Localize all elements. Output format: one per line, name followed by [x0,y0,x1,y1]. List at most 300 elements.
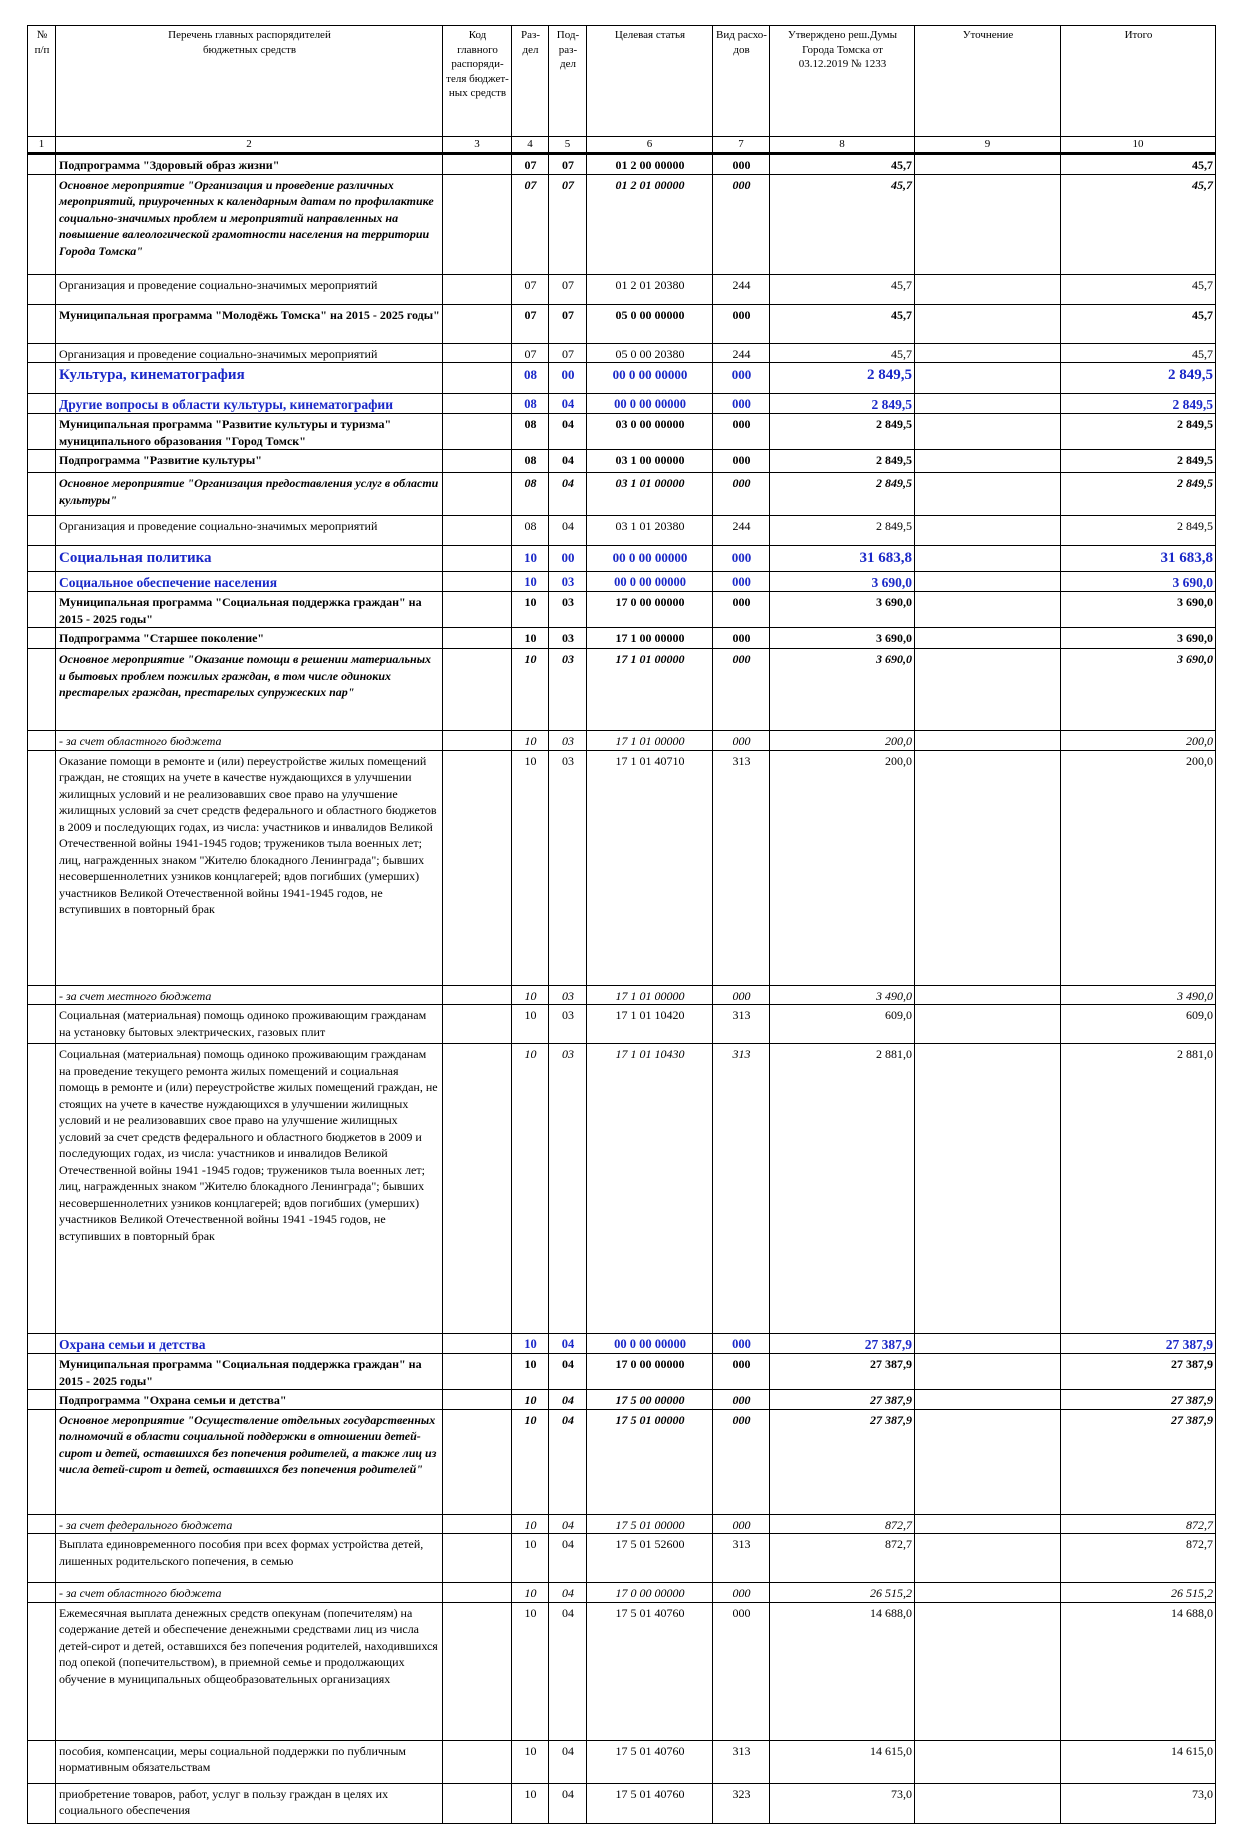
row-total-amount: 2 881,0 [1061,1044,1216,1334]
row-approved-amount: 73,0 [770,1783,915,1823]
row-name: Муниципальная программа "Социальная поддержка граждан" на 2015 - 2025 годы" [56,1354,443,1390]
row-name: Социальная (материальная) помощь одиноко проживающим гражданам на установку бытовых электрических, газовых плит [56,1005,443,1044]
row-expense-type: 244 [713,343,770,363]
row-total-amount: 73,0 [1061,1783,1216,1823]
row-number [28,473,56,516]
row-podrazdel: 04 [549,1390,587,1410]
row-total-amount: 872,7 [1061,1514,1216,1534]
row-total-amount: 2 849,5 [1061,394,1216,414]
column-number: 6 [587,137,713,154]
row-clarification [915,649,1061,731]
row-number [28,546,56,572]
row-target-article: 17 5 01 00000 [587,1514,713,1534]
row-target-article: 00 0 00 00000 [587,572,713,592]
row-number [28,1740,56,1783]
row-target-article: 17 1 01 00000 [587,985,713,1005]
row-razdel: 07 [512,304,549,343]
row-number [28,154,56,175]
row-razdel: 10 [512,1354,549,1390]
row-clarification [915,1740,1061,1783]
row-clarification [915,628,1061,649]
row-podrazdel: 03 [549,750,587,985]
table-row [28,1334,1216,1354]
row-expense-type: 000 [713,1514,770,1534]
row-approved-amount: 45,7 [770,174,915,274]
row-name: Социальная политика [56,546,443,572]
row-razdel: 10 [512,1044,549,1334]
row-code [443,1534,512,1583]
table-row [28,1583,1216,1603]
row-name: - за счет областного бюджета [56,1583,443,1603]
row-number [28,394,56,414]
row-number [28,649,56,731]
row-approved-amount: 3 690,0 [770,649,915,731]
row-expense-type: 000 [713,1334,770,1354]
row-name: Подпрограмма "Старшее поколение" [56,628,443,649]
row-name: Подпрограмма "Охрана семьи и детства" [56,1390,443,1410]
row-podrazdel: 04 [549,1534,587,1583]
row-podrazdel: 07 [549,174,587,274]
row-number [28,174,56,274]
row-approved-amount: 609,0 [770,1005,915,1044]
row-total-amount: 2 849,5 [1061,516,1216,546]
table-row [28,343,1216,363]
row-razdel: 10 [512,1409,549,1514]
row-razdel: 10 [512,1740,549,1783]
row-target-article: 17 1 01 10430 [587,1044,713,1334]
row-razdel: 10 [512,649,549,731]
row-razdel: 10 [512,1514,549,1534]
row-name: Муниципальная программа "Развитие культуры и туризма" муниципального образования "Город Томск" [56,414,443,450]
row-code [443,1409,512,1514]
column-number: 8 [770,137,915,154]
row-podrazdel: 04 [549,1583,587,1603]
row-razdel: 10 [512,572,549,592]
row-clarification [915,1409,1061,1514]
row-number [28,343,56,363]
row-code [443,414,512,450]
row-name: Основное мероприятие "Организация и проведение различных мероприятий, приуроченных к календарным датам по профилактике социально-значимых проблем и мероприятий направленных на повышение валеологической грамотности населения на территории Города Томска" [56,174,443,274]
row-approved-amount: 45,7 [770,304,915,343]
row-total-amount: 27 387,9 [1061,1334,1216,1354]
row-clarification [915,1334,1061,1354]
row-number [28,414,56,450]
table-row [28,1390,1216,1410]
row-expense-type: 000 [713,363,770,394]
row-razdel: 07 [512,154,549,175]
row-code [443,343,512,363]
budget-table [27,25,1216,1824]
row-podrazdel: 03 [549,985,587,1005]
row-code [443,450,512,473]
row-expense-type: 000 [713,731,770,751]
row-podrazdel: 04 [549,1409,587,1514]
row-code [443,649,512,731]
row-expense-type: 000 [713,1390,770,1410]
table-row [28,414,1216,450]
row-target-article: 03 1 01 00000 [587,473,713,516]
row-total-amount: 2 849,5 [1061,450,1216,473]
row-expense-type: 313 [713,750,770,985]
table-row [28,1044,1216,1334]
row-name: Муниципальная программа "Социальная поддержка граждан" на 2015 - 2025 годы" [56,592,443,628]
row-code [443,516,512,546]
row-code [443,546,512,572]
row-code [443,985,512,1005]
row-total-amount: 14 615,0 [1061,1740,1216,1783]
column-number: 1 [28,137,56,154]
row-number [28,450,56,473]
row-podrazdel: 04 [549,1783,587,1823]
row-razdel: 07 [512,174,549,274]
row-expense-type: 000 [713,394,770,414]
row-target-article: 17 0 00 00000 [587,592,713,628]
row-name: - за счет местного бюджета [56,985,443,1005]
row-podrazdel: 03 [549,1005,587,1044]
column-number: 5 [549,137,587,154]
row-number [28,1583,56,1603]
row-code [443,473,512,516]
col-header-vid: Вид расхо- дов [713,26,770,137]
row-code [443,750,512,985]
row-razdel: 10 [512,731,549,751]
row-code [443,1783,512,1823]
row-podrazdel: 04 [549,1514,587,1534]
row-expense-type: 244 [713,274,770,304]
table-row [28,546,1216,572]
row-expense-type: 000 [713,1583,770,1603]
row-expense-type: 323 [713,1783,770,1823]
row-podrazdel: 04 [549,1740,587,1783]
row-razdel: 08 [512,414,549,450]
table-row [28,1409,1216,1514]
row-code [443,1334,512,1354]
row-code [443,1390,512,1410]
row-clarification [915,592,1061,628]
row-target-article: 17 5 01 40760 [587,1783,713,1823]
row-clarification [915,473,1061,516]
row-clarification [915,1534,1061,1583]
row-clarification [915,174,1061,274]
row-expense-type: 000 [713,628,770,649]
row-podrazdel: 00 [549,546,587,572]
row-razdel: 08 [512,450,549,473]
row-target-article: 03 0 00 00000 [587,414,713,450]
row-clarification [915,1783,1061,1823]
row-code [443,154,512,175]
row-number [28,274,56,304]
row-approved-amount: 26 515,2 [770,1583,915,1603]
row-razdel: 10 [512,1602,549,1740]
row-podrazdel: 04 [549,473,587,516]
row-expense-type: 000 [713,473,770,516]
col-header-podrazdel: Под- раз- дел [549,26,587,137]
row-approved-amount: 872,7 [770,1514,915,1534]
row-podrazdel: 03 [549,649,587,731]
column-number: 2 [56,137,443,154]
col-header-clarification: Уточнение [915,26,1061,137]
row-approved-amount: 2 849,5 [770,394,915,414]
row-expense-type: 000 [713,572,770,592]
row-approved-amount: 3 690,0 [770,592,915,628]
row-clarification [915,516,1061,546]
row-approved-amount: 200,0 [770,750,915,985]
row-number [28,1602,56,1740]
table-row [28,649,1216,731]
row-expense-type: 000 [713,546,770,572]
row-name: - за счет областного бюджета [56,731,443,751]
row-target-article: 03 1 01 20380 [587,516,713,546]
row-total-amount: 3 690,0 [1061,592,1216,628]
row-clarification [915,450,1061,473]
table-row [28,985,1216,1005]
row-clarification [915,1602,1061,1740]
row-podrazdel: 03 [549,592,587,628]
row-clarification [915,1044,1061,1334]
row-code [443,592,512,628]
row-target-article: 01 2 01 00000 [587,174,713,274]
row-target-article: 00 0 00 00000 [587,394,713,414]
table-row [28,473,1216,516]
row-clarification [915,154,1061,175]
row-podrazdel: 04 [549,414,587,450]
row-target-article: 17 5 01 40760 [587,1740,713,1783]
row-clarification [915,750,1061,985]
row-podrazdel: 03 [549,1044,587,1334]
row-razdel: 08 [512,473,549,516]
row-code [443,731,512,751]
row-approved-amount: 3 690,0 [770,628,915,649]
row-code [443,628,512,649]
col-header-razdel: Раз- дел [512,26,549,137]
table-row [28,1005,1216,1044]
row-code [443,572,512,592]
row-clarification [915,363,1061,394]
row-code [443,1354,512,1390]
row-target-article: 05 0 00 20380 [587,343,713,363]
row-podrazdel: 07 [549,274,587,304]
row-name: Основное мероприятие "Осуществление отдельных государственных полномочий в области социальной поддержки в отношении детей-сирот и детей, оставшихся без попечения родителей, а также лиц из числа детей-сирот и детей, оставшихся без попечения родителей" [56,1409,443,1514]
row-podrazdel: 04 [549,1334,587,1354]
col-header-total: Итого [1061,26,1216,137]
row-clarification [915,1005,1061,1044]
row-number [28,1390,56,1410]
header-row [28,26,1216,137]
row-expense-type: 000 [713,414,770,450]
row-name: Охрана семьи и детства [56,1334,443,1354]
row-name: Социальное обеспечение населения [56,572,443,592]
row-target-article: 17 1 01 00000 [587,649,713,731]
row-target-article: 17 5 01 00000 [587,1409,713,1514]
table-row [28,274,1216,304]
row-expense-type: 313 [713,1005,770,1044]
row-clarification [915,304,1061,343]
row-name: Организация и проведение социально-значимых мероприятий [56,516,443,546]
row-name: Оказание помощи в ремонте и (или) переустройстве жилых помещений граждан, не стоящих на учете в качестве нуждающихся в улучшении жилищных условий и не реализовавших свое право на улучшение жилищных условий за счет средств федерального и областного бюджетов в 2009 и последующих годах, из числа: участников и инвалидов Великой Отечественной войны 1941-1945 годов; тружеников тыла военных лет; лиц, награжденных знаком "Жителю блокадного Ленинграда"; бывших несовершеннолетних узников концлагерей; вдов погибших (умерших) участников Великой Отечественной войны 1941-1945 годов, не вступивших в повторный брак [56,750,443,985]
row-total-amount: 609,0 [1061,1005,1216,1044]
table-row [28,516,1216,546]
row-code [443,1005,512,1044]
row-podrazdel: 04 [549,394,587,414]
row-podrazdel: 07 [549,154,587,175]
row-number [28,1044,56,1334]
row-podrazdel: 07 [549,343,587,363]
row-expense-type: 000 [713,592,770,628]
row-name: Основное мероприятие "Организация предоставления услуг в области культуры" [56,473,443,516]
row-total-amount: 200,0 [1061,750,1216,985]
column-number-row [28,137,1216,154]
row-clarification [915,1583,1061,1603]
row-target-article: 00 0 00 00000 [587,363,713,394]
row-podrazdel: 03 [549,628,587,649]
row-approved-amount: 2 849,5 [770,363,915,394]
row-approved-amount: 27 387,9 [770,1354,915,1390]
row-total-amount: 45,7 [1061,304,1216,343]
table-row [28,750,1216,985]
row-target-article: 17 1 00 00000 [587,628,713,649]
row-total-amount: 26 515,2 [1061,1583,1216,1603]
row-total-amount: 31 683,8 [1061,546,1216,572]
row-target-article: 05 0 00 00000 [587,304,713,343]
row-approved-amount: 872,7 [770,1534,915,1583]
row-name: Организация и проведение социально-значимых мероприятий [56,343,443,363]
row-total-amount: 27 387,9 [1061,1354,1216,1390]
row-number [28,304,56,343]
row-name: Социальная (материальная) помощь одиноко проживающим гражданам на проведение текущего ремонта жилых помещений и социальная помощь в ремонте и (или) переустройстве жилых помещений граждан, не стоящих на учете в качестве нуждающихся в улучшении жилищных условий и не реализовавших свое право на улучшение жилищных условий за счет средств федерального и областного бюджетов в 2009 и последующих годах, из числа: участников и инвалидов Великой Отечественной войны 1941 -1945 годов; тружеников тыла военных лет; лиц, награжденных знаком "Жителю блокадного Ленинграда"; бывших несовершеннолетних узников концлагерей; вдов погибших (умерших) участников Великой Отечественной войны 1941 -1945 годов, не вступивших в повторный брак [56,1044,443,1334]
row-number [28,572,56,592]
row-podrazdel: 04 [549,1354,587,1390]
row-number [28,628,56,649]
row-number [28,592,56,628]
table-row [28,1534,1216,1583]
row-target-article: 17 1 01 10420 [587,1005,713,1044]
row-razdel: 08 [512,516,549,546]
row-total-amount: 2 849,5 [1061,363,1216,394]
row-total-amount: 27 387,9 [1061,1390,1216,1410]
row-approved-amount: 27 387,9 [770,1390,915,1410]
row-podrazdel: 00 [549,363,587,394]
table-row [28,572,1216,592]
row-number [28,1514,56,1534]
row-total-amount: 3 690,0 [1061,649,1216,731]
table-row [28,363,1216,394]
row-target-article: 01 2 00 00000 [587,154,713,175]
row-clarification [915,1390,1061,1410]
row-clarification [915,414,1061,450]
row-approved-amount: 3 490,0 [770,985,915,1005]
row-target-article: 17 0 00 00000 [587,1583,713,1603]
row-razdel: 07 [512,343,549,363]
row-expense-type: 313 [713,1534,770,1583]
row-name: - за счет федерального бюджета [56,1514,443,1534]
row-expense-type: 000 [713,450,770,473]
row-name: Ежемесячная выплата денежных средств опекунам (попечителям) на содержание детей и обеспечение денежными средствами лиц из числа детей-сирот и детей, оставшихся без попечения родителей, находившихся под опекой (попечительством), в приемной семье и продолжающих обучение в муниципальных общеобразовательных организациях [56,1602,443,1740]
row-total-amount: 2 849,5 [1061,473,1216,516]
row-name: Основное мероприятие "Оказание помощи в решении материальных и бытовых проблем пожилых граждан, в том числе одиноких престарелых граждан, престарелых супружеских пар" [56,649,443,731]
table-row [28,1783,1216,1823]
row-number [28,1409,56,1514]
row-number [28,1534,56,1583]
row-approved-amount: 45,7 [770,343,915,363]
row-approved-amount: 2 849,5 [770,473,915,516]
row-total-amount: 27 387,9 [1061,1409,1216,1514]
row-clarification [915,572,1061,592]
row-total-amount: 3 690,0 [1061,572,1216,592]
row-number [28,1334,56,1354]
row-number [28,985,56,1005]
row-clarification [915,394,1061,414]
row-total-amount: 200,0 [1061,731,1216,751]
row-approved-amount: 3 690,0 [770,572,915,592]
column-number: 10 [1061,137,1216,154]
row-total-amount: 45,7 [1061,343,1216,363]
row-name: Другие вопросы в области культуры, кинематографии [56,394,443,414]
row-number [28,363,56,394]
row-total-amount: 45,7 [1061,274,1216,304]
row-name: Муниципальная программа "Молодёжь Томска" на 2015 - 2025 годы" [56,304,443,343]
row-clarification [915,985,1061,1005]
row-approved-amount: 27 387,9 [770,1409,915,1514]
row-target-article: 17 1 01 00000 [587,731,713,751]
table-body [28,154,1216,1824]
row-podrazdel: 03 [549,731,587,751]
table-row [28,1514,1216,1534]
row-code [443,1740,512,1783]
table-row [28,304,1216,343]
row-expense-type: 000 [713,1354,770,1390]
table-row [28,1740,1216,1783]
row-razdel: 10 [512,628,549,649]
row-razdel: 08 [512,363,549,394]
row-approved-amount: 2 849,5 [770,450,915,473]
row-razdel: 10 [512,1583,549,1603]
table-row [28,628,1216,649]
row-clarification [915,1514,1061,1534]
row-expense-type: 244 [713,516,770,546]
row-razdel: 10 [512,750,549,985]
row-target-article: 17 5 00 00000 [587,1390,713,1410]
row-expense-type: 000 [713,1409,770,1514]
row-name: приобретение товаров, работ, услуг в пользу граждан в целях их социального обеспечения [56,1783,443,1823]
row-code [443,1602,512,1740]
column-number: 3 [443,137,512,154]
column-number: 7 [713,137,770,154]
row-clarification [915,274,1061,304]
row-clarification [915,731,1061,751]
row-total-amount: 45,7 [1061,154,1216,175]
row-total-amount: 2 849,5 [1061,414,1216,450]
row-code [443,274,512,304]
row-clarification [915,1354,1061,1390]
row-code [443,394,512,414]
row-total-amount: 3 690,0 [1061,628,1216,649]
row-approved-amount: 200,0 [770,731,915,751]
row-name: Культура, кинематография [56,363,443,394]
row-razdel: 08 [512,394,549,414]
col-header-code: Код главного распоряди- теля бюджет- ных средств [443,26,512,137]
row-podrazdel: 04 [549,450,587,473]
table-row [28,394,1216,414]
table-row [28,731,1216,751]
row-code [443,1514,512,1534]
col-header-approved: Утверждено реш.Думы Города Томска от 03.12.2019 № 1233 [770,26,915,137]
row-expense-type: 000 [713,304,770,343]
row-name: Подпрограмма "Развитие культуры" [56,450,443,473]
row-target-article: 17 5 01 40760 [587,1602,713,1740]
row-name: Выплата единовременного пособия при всех формах устройства детей, лишенных родительского попечения, в семью [56,1534,443,1583]
row-expense-type: 000 [713,985,770,1005]
row-expense-type: 313 [713,1740,770,1783]
